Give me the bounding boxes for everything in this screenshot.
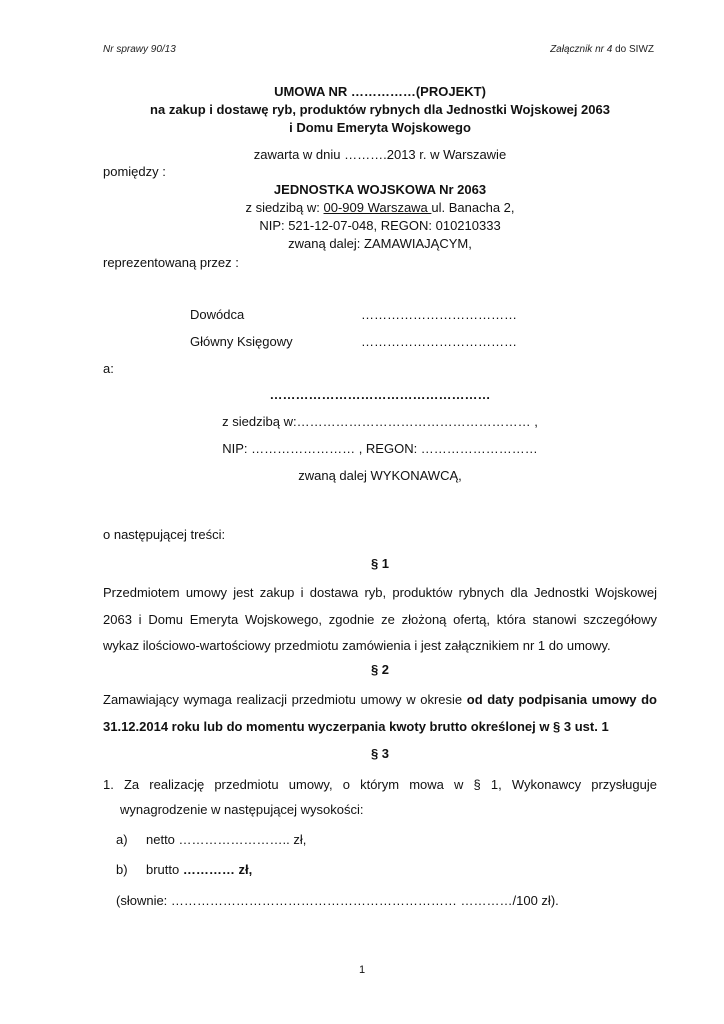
- seat-prefix: z siedzibą w:: [245, 200, 324, 215]
- net-marker: a): [116, 832, 128, 847]
- ordering-party-called: zwaną dalej: ZAMAWIAJĄCYM,: [288, 236, 472, 251]
- signatory-role: Główny Księgowy: [190, 334, 293, 349]
- concluded-line: zawarta w dniu ……….2013 r. w Warszawie: [253, 147, 507, 162]
- signatory-role: Dowódca: [190, 307, 245, 322]
- contract-title: UMOWA NR ……………(PROJEKT): [274, 84, 486, 99]
- section-3-item-1: 1. Za realizację przedmiotu umowy, o którym mowa w § 1, Wykonawcy przysługuje: [103, 777, 657, 792]
- between-label: pomiędzy :: [103, 164, 166, 179]
- contractor-name-blank: ……………………………………………: [269, 387, 491, 402]
- ordering-party-seat: [103, 199, 657, 216]
- annex-label: [550, 44, 654, 55]
- signatory-blank: ………………………………: [361, 307, 517, 322]
- section-1-text: Przedmiotem umowy jest zakup i dostawa ryb, produktów rybnych dla Jednostki Wojskowej 2063 i Domu Emeryta Wojskowego, zgodnie ze złożoną ofertą, która stanowi szczegółowy wykaz ilościowo-wartościowy przedmiotu zamówienia i jest załącznikiem nr 1 do umowy.: [103, 585, 657, 653]
- gross-amount: [146, 861, 252, 878]
- ordering-party-name: JEDNOSTKA WOJSKOWA Nr 2063: [273, 182, 487, 197]
- net-amount: netto …………………….. zł,: [146, 832, 307, 847]
- page-number: 1: [358, 964, 366, 976]
- contract-subject: na zakup i dostawę ryb, produktów rybnych dla Jednostki Wojskowej 2063: [150, 102, 610, 117]
- gross-label: brutto: [146, 862, 183, 877]
- section-2-bold: od daty podpisania umowy do 31.12.2014 roku lub do momentu wyczerpania kwoty brutto określonej w § 3 ust. 1: [103, 692, 658, 734]
- and-label: a:: [103, 361, 114, 376]
- section-3-heading: § 3: [370, 746, 390, 761]
- represented-by: reprezentowaną przez :: [103, 255, 239, 270]
- seat-street: ul. Banacha 2,: [431, 200, 515, 215]
- contractor-ids: NIP: …………………… , REGON: ………………………: [222, 441, 538, 456]
- annex-number: Załącznik nr 4: [550, 44, 613, 55]
- contractor-called: zwaną dalej WYKONAWCĄ,: [298, 468, 462, 483]
- contractor-seat: z siedzibą w:……………………………………………… ,: [222, 414, 538, 429]
- contract-subject-cont: i Domu Emeryta Wojskowego: [289, 120, 471, 135]
- following-content: o następującej treści:: [103, 527, 226, 542]
- section-1-heading: § 1: [370, 556, 390, 571]
- gross-blank: ………… zł,: [182, 862, 253, 877]
- case-number: Nr sprawy 90/13: [103, 44, 176, 55]
- seat-postal-city: 00-909 Warszawa: [323, 200, 432, 215]
- ordering-party-ids: NIP: 521-12-07-048, REGON: 010210333: [259, 218, 501, 233]
- section-3-item-1-cont: wynagrodzenie w następującej wysokości:: [120, 802, 364, 817]
- section-2-plain: Zamawiający wymaga realizacji przedmiotu umowy w okresie: [103, 692, 467, 707]
- gross-marker: b): [116, 862, 128, 877]
- section-2-heading: § 2: [370, 662, 390, 677]
- annex-suffix: do SIWZ: [612, 44, 654, 55]
- amount-in-words: (słownie: ………………………………………………………… …………/100 zł).: [116, 893, 559, 908]
- signatory-blank: ………………………………: [361, 334, 517, 349]
- section-2-text: [103, 687, 657, 740]
